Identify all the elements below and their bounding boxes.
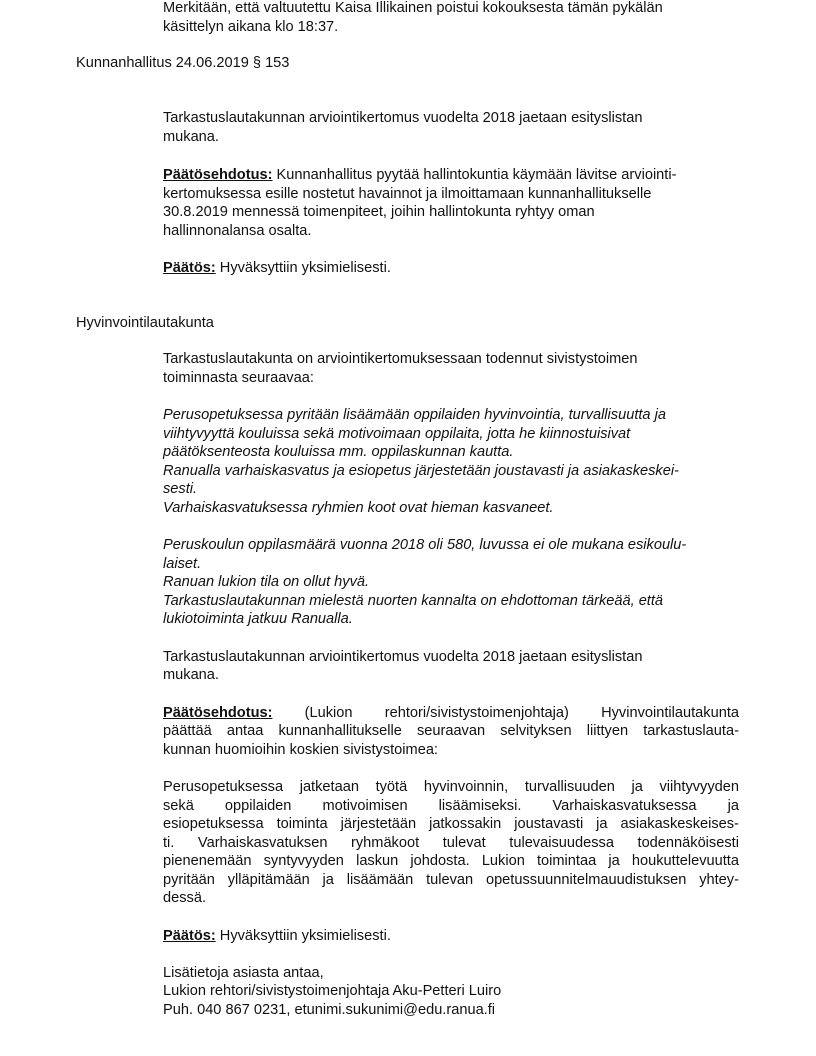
quote-line: Varhaiskasvatuksessa ryhmien koot ovat hieman kasvaneet. xyxy=(163,500,554,516)
word: johdosta. xyxy=(410,853,470,869)
word: ryhmäkoot xyxy=(351,835,420,851)
response-line xyxy=(163,815,739,834)
quote-line: päätöksenteosta kouluissa mm. oppilaskunnan kautta. xyxy=(163,444,514,460)
word: työtä xyxy=(375,779,408,795)
quote-line: laiset. xyxy=(163,556,202,572)
intro-line: Merkitään, että valtuutettu Kaisa Illikainen poistui kokouksesta tämän pykälän xyxy=(163,0,663,16)
word: (Lukion xyxy=(304,705,353,721)
word: rehtori/sivistystoimenjohtaja) xyxy=(384,705,569,721)
body-line: Tarkastuslautakunnan arviointikertomus vuodelta 2018 jaetaan esityslistan xyxy=(163,110,643,126)
proposal-first-line xyxy=(163,166,676,185)
decision-label: Päätös: xyxy=(163,260,216,276)
decision-label: Päätös: xyxy=(163,928,216,944)
proposal-first-line xyxy=(163,704,739,723)
word: kunnanhallitukselle xyxy=(278,723,402,739)
response-line xyxy=(163,852,739,871)
contact-line: Lukion rehtori/sivistystoimenjohtaja Aku-Petteri Luiro xyxy=(163,983,502,999)
word: lisäämään xyxy=(346,872,414,888)
decision-line xyxy=(163,927,391,946)
section-heading-kunnanhallitus: Kunnanhallitus 24.06.2019 § 153 xyxy=(76,55,290,71)
word: toimintaa xyxy=(536,853,597,869)
word: opetussuunnitelmauudistuksen xyxy=(485,872,687,888)
word: hyvinvoinnin, xyxy=(423,779,509,795)
word: pienenemään xyxy=(163,853,252,869)
word: antaa xyxy=(226,723,264,739)
word: liittyen xyxy=(586,723,629,739)
body-line: mukana. xyxy=(163,667,219,683)
word: Perusopetuksessa xyxy=(163,779,284,795)
quote-line: viihtyvyyttä kouluissa sekä motivoimaan oppilaita, jotta he kiinnostuisivat xyxy=(163,426,631,442)
proposal-text: Kunnanhallitus pyytää hallintokuntia käymään lävitse arviointi- xyxy=(272,167,677,183)
word: tarkastuslauta- xyxy=(643,723,739,739)
response-line: dessä. xyxy=(163,890,206,906)
quote-line: sesti. xyxy=(163,481,198,497)
word: päättää xyxy=(163,723,212,739)
word: ja xyxy=(322,872,334,888)
word: jatketaan xyxy=(299,779,359,795)
word: houkuttelevuutta xyxy=(631,853,739,869)
word: ja xyxy=(596,816,608,832)
response-line xyxy=(163,871,739,890)
word: tulevan xyxy=(426,872,474,888)
quote-line: Tarkastuslautakunnan mielestä nuorten kannalta on ehdottoman tärkeää, että xyxy=(163,593,664,609)
word: yhtey- xyxy=(699,872,739,888)
word: sekä xyxy=(163,798,194,814)
word: jatkossakin xyxy=(429,816,502,832)
word: seuraavan xyxy=(416,723,486,739)
contact-line: Lisätietoja asiasta antaa, xyxy=(163,965,324,981)
decision-text: Hyväksyttiin yksimielisesti. xyxy=(215,260,391,276)
body-line: mukana. xyxy=(163,129,219,145)
word: asiakaskeskeises- xyxy=(620,816,739,832)
word: järjestetään xyxy=(340,816,417,832)
response-line xyxy=(163,778,739,797)
word: esiopetuksessa xyxy=(163,816,264,832)
word: Lukion xyxy=(481,853,525,869)
word: viihtyvyyden xyxy=(659,779,739,795)
word: ti. xyxy=(163,835,175,851)
word: pyritään xyxy=(163,872,215,888)
quote-line: lukiotoiminta jatkuu Ranualla. xyxy=(163,611,353,627)
proposal-line: hallinnonalansa osalta. xyxy=(163,223,312,239)
word: laskun xyxy=(356,853,399,869)
proposal-line: kertomuksessa esille nostetut havainnot ja ilmoittamaan kunnanhallitukselle xyxy=(163,186,652,202)
intro-line: toiminnasta seuraavaa: xyxy=(163,370,314,386)
word: ylläpitämään xyxy=(227,872,310,888)
word: Varhaiskasvatuksessa xyxy=(552,798,697,814)
word: syntyvyyden xyxy=(263,853,344,869)
proposal-label: Päätösehdotus: xyxy=(163,705,273,721)
quote-line: Ranualla varhaiskasvatus ja esiopetus järjestetään joustavasti ja asiakaskeskei- xyxy=(163,463,679,479)
body-line: Tarkastuslautakunnan arviointikertomus vuodelta 2018 jaetaan esityslistan xyxy=(163,649,643,665)
word: turvallisuuden xyxy=(524,779,615,795)
word: motivoimisen xyxy=(322,798,408,814)
word: lisäämiseksi. xyxy=(438,798,522,814)
contact-line: Puh. 040 867 0231, etunimi.sukunimi@edu.ranua.fi xyxy=(163,1002,496,1018)
quote-line: Perusopetuksessa pyritään lisäämään oppilaiden hyvinvointia, turvallisuutta ja xyxy=(163,407,666,423)
word: tulevat xyxy=(442,835,486,851)
response-line xyxy=(163,834,739,853)
proposal-line: 30.8.2019 mennessä toimenpiteet, joihin hallintokunta ryhtyy oman xyxy=(163,204,595,220)
word: Varhaiskasvatuksen xyxy=(197,835,328,851)
intro-line: Tarkastuslautakunta on arviointikertomuksessaan todennut sivistystoimen xyxy=(163,351,638,367)
quote-line: Ranuan lukion tila on ollut hyvä. xyxy=(163,574,370,590)
proposal-line xyxy=(163,722,739,741)
word: toiminta xyxy=(276,816,328,832)
word: oppilaiden xyxy=(224,798,292,814)
word: ja xyxy=(727,798,739,814)
word: Hyvinvointilautakunta xyxy=(601,705,739,721)
word: joustavasti xyxy=(514,816,584,832)
word: ja xyxy=(631,779,643,795)
response-line xyxy=(163,797,739,816)
intro-line: käsittelyn aikana klo 18:37. xyxy=(163,19,339,35)
word: selvityksen xyxy=(500,723,572,739)
proposal-line: kunnan huomioihin koskien sivistystoimea: xyxy=(163,742,438,758)
word: todennäköisesti xyxy=(637,835,739,851)
quote-line: Peruskoulun oppilasmäärä vuonna 2018 oli 580, luvussa ei ole mukana esikoulu- xyxy=(163,537,687,553)
decision-line xyxy=(163,259,391,278)
decision-text: Hyväksyttiin yksimielisesti. xyxy=(215,928,391,944)
word: tulevaisuudessa xyxy=(509,835,614,851)
section-heading-hyvinvointilautakunta: Hyvinvointilautakunta xyxy=(76,315,214,331)
word: ja xyxy=(608,853,620,869)
proposal-label: Päätösehdotus: xyxy=(163,167,273,183)
